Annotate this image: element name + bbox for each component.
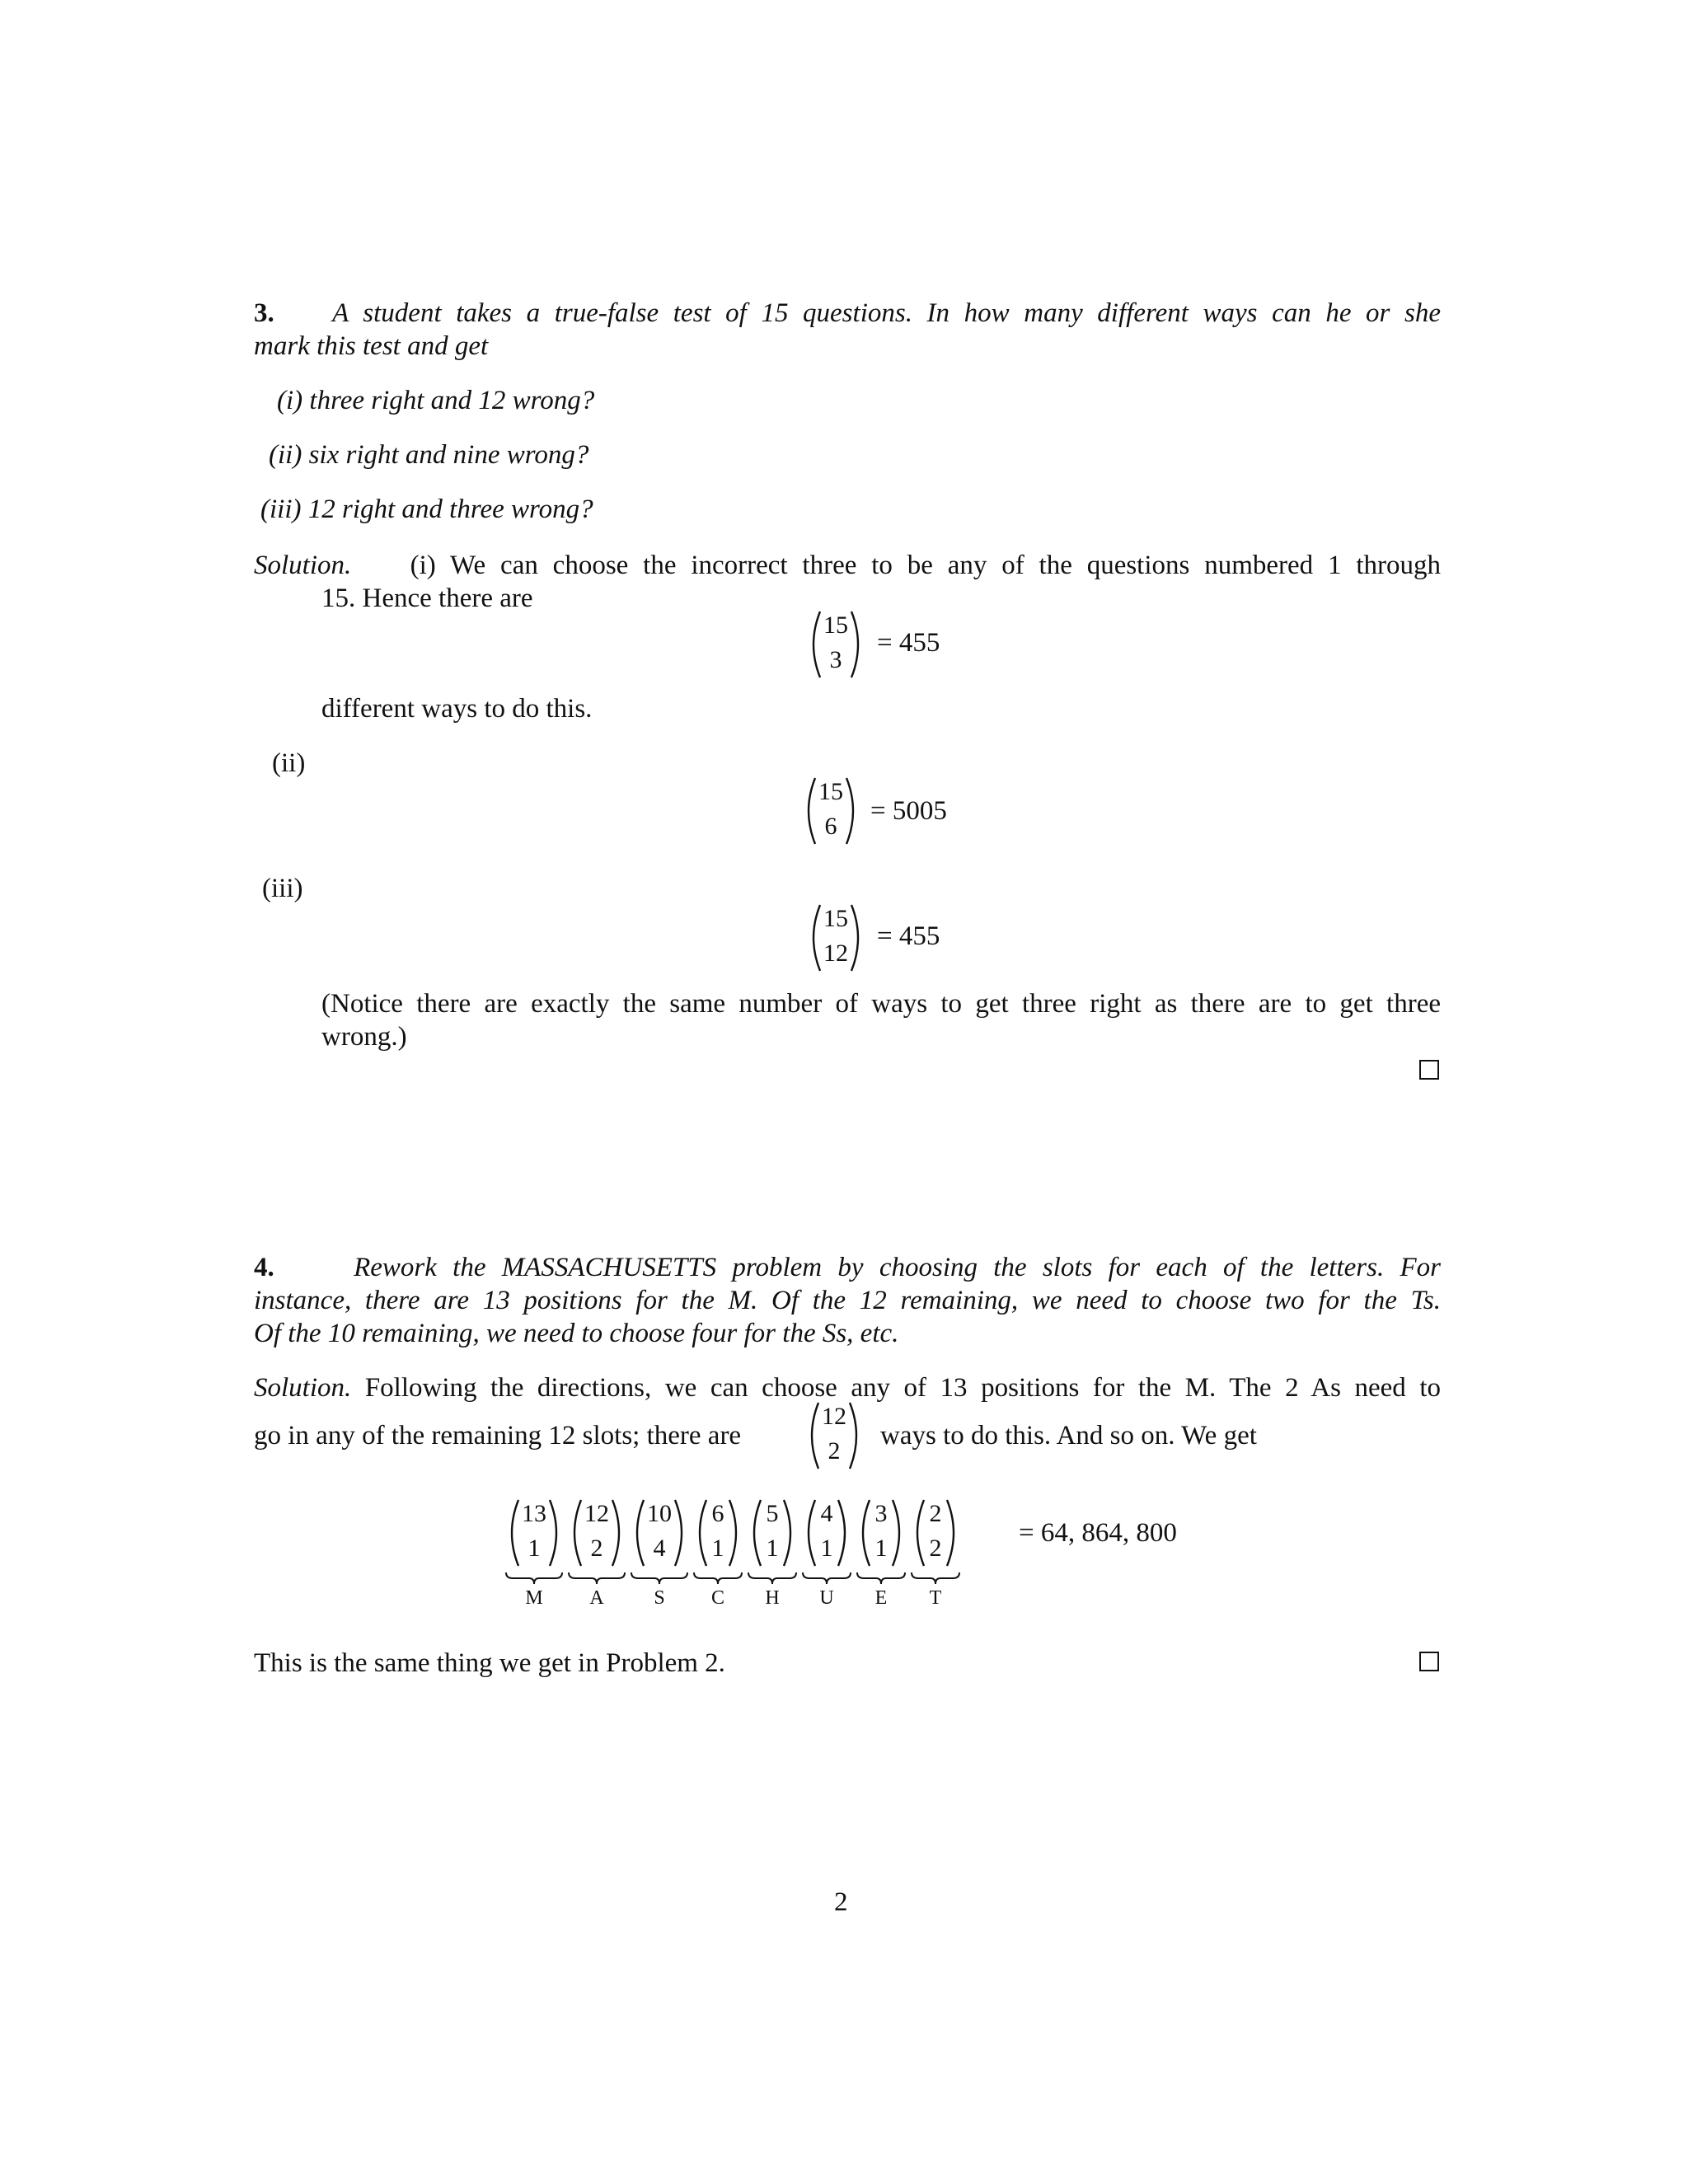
product-binom-1 <box>567 1498 626 1568</box>
letter-label: E <box>874 1587 888 1609</box>
right-paren <box>844 776 860 846</box>
binom-k: 1 <box>766 1535 779 1562</box>
right-paren <box>727 1498 743 1568</box>
qed-square <box>1419 1652 1439 1671</box>
binom-n: 3 <box>874 1500 888 1527</box>
right-paren <box>781 1498 798 1568</box>
binom-n: 15 <box>823 905 848 932</box>
underbrace <box>801 1571 852 1586</box>
binom-k: 2 <box>590 1535 603 1562</box>
problem4-statement-text: Rework the MASSACHUSETTS problem by choosing the slots for each of the letters. For <box>354 1253 1441 1282</box>
product-binom-3 <box>692 1498 743 1568</box>
binom-k: 1 <box>528 1535 541 1562</box>
problem3-sol-i-after: different ways to do this. <box>321 694 593 724</box>
problem3-notice-line1: (Notice there are exactly the same number of ways to get three right as there are to get three <box>321 989 1441 1019</box>
part-text: three right and 12 wrong? <box>309 386 595 415</box>
underbrace <box>856 1571 907 1586</box>
problem3-statement-line1 <box>254 298 1441 329</box>
problem3-part-ii <box>269 440 588 471</box>
right-paren <box>890 1498 907 1568</box>
binom2-result: = 5005 <box>870 796 947 826</box>
problem4-statement-line2: instance, there are 13 positions for the M. Of the 12 remaining, we need to choose two for the Ts. <box>254 1286 1441 1315</box>
underbrace <box>692 1571 743 1586</box>
binom-k: 4 <box>653 1535 666 1562</box>
right-paren <box>945 1498 961 1568</box>
part-text: six right and nine wrong? <box>308 440 589 470</box>
underbrace <box>630 1571 689 1586</box>
binom-n: 15 <box>818 778 843 805</box>
right-paren <box>673 1498 689 1568</box>
binom-n: 4 <box>820 1500 833 1527</box>
letter-label: H <box>765 1587 780 1609</box>
problem4-statement-line3: Of the 10 remaining, we need to choose four for the Ss, etc. <box>254 1319 899 1348</box>
product-binom-6 <box>856 1498 907 1568</box>
product-binom-4 <box>747 1498 798 1568</box>
binom-n: 6 <box>711 1500 724 1527</box>
underbrace <box>910 1571 961 1586</box>
binom-k: 3 <box>829 646 842 673</box>
sol-iii-label: (iii) <box>262 874 303 903</box>
part-label: (ii) <box>269 440 302 470</box>
binomial-15-6 <box>801 776 860 846</box>
letter-label: T <box>929 1587 942 1609</box>
problem3-part-iii <box>260 494 593 525</box>
problem3-solution-line2: 15. Hence there are <box>321 583 533 613</box>
right-paren <box>849 903 865 972</box>
letter-label: C <box>710 1587 724 1609</box>
product-binom-2 <box>630 1498 689 1568</box>
problem3-number: 3. <box>254 298 274 328</box>
problem4-solution-line2-post: ways to do this. And so on. We get <box>880 1421 1257 1451</box>
right-paren <box>547 1498 564 1568</box>
right-paren <box>836 1498 852 1568</box>
solution-label: Solution. <box>254 1373 352 1403</box>
binomial-12-2-inline <box>804 1401 864 1470</box>
binom-n: 15 <box>823 612 848 639</box>
problem4-statement-line1 <box>254 1253 1441 1283</box>
letter-label: M <box>525 1587 543 1609</box>
product-binom-5 <box>801 1498 852 1568</box>
part-label: (i) <box>277 386 303 415</box>
problem4-number: 4. <box>254 1253 274 1282</box>
binom-k: 12 <box>823 940 848 967</box>
binom-n: 12 <box>584 1500 609 1527</box>
solution-text: Following the directions, we can choose any of 13 positions for the M. The 2 As need to <box>364 1373 1442 1403</box>
binom-n: 5 <box>766 1500 779 1527</box>
letter-label: S <box>654 1587 665 1609</box>
page-number: 2 <box>834 1887 848 1917</box>
right-paren <box>849 610 865 679</box>
letter-label: A <box>589 1587 604 1609</box>
binom-k: 2 <box>929 1535 942 1562</box>
binomial-15-3 <box>806 610 865 679</box>
binom1-result: = 455 <box>877 628 940 658</box>
sol-ii-label: (ii) <box>272 748 306 778</box>
problem4-conclusion: This is the same thing we get in Problem 2. <box>254 1648 725 1678</box>
binom-k: 6 <box>824 813 837 840</box>
right-paren <box>610 1498 626 1568</box>
solution-label: Solution. <box>254 551 352 580</box>
problem3-statement-line2: mark this test and get <box>254 331 489 361</box>
qed-square <box>1419 1060 1439 1080</box>
letter-label: U <box>819 1587 834 1609</box>
problem4-solution-line1 <box>254 1373 1441 1404</box>
binom-n: 13 <box>522 1500 546 1527</box>
problem4-solution-line2-pre: go in any of the remaining 12 slots; there are <box>254 1421 742 1451</box>
binom-k: 1 <box>820 1535 833 1562</box>
sol-i-label: (i) <box>410 551 436 580</box>
problem3-solution-line1 <box>254 551 1441 581</box>
product-binom-0 <box>504 1498 564 1568</box>
problem3-part-i <box>277 386 594 416</box>
underbrace <box>504 1571 564 1586</box>
binom-k: 2 <box>828 1437 841 1465</box>
binom-n: 10 <box>647 1500 672 1527</box>
problem3-notice-line2: wrong.) <box>321 1022 407 1052</box>
binom-n: 2 <box>929 1500 942 1527</box>
right-paren <box>847 1401 864 1470</box>
underbrace <box>567 1571 626 1586</box>
part-text: 12 right and three wrong? <box>307 494 593 524</box>
binomial-15-12 <box>806 903 865 972</box>
binom-n: 12 <box>822 1403 846 1430</box>
part-label: (iii) <box>260 494 302 524</box>
problem3-statement-text: A student takes a true-false test of 15 questions. In how many different ways can he or she <box>332 298 1441 328</box>
product-result: = 64, 864, 800 <box>1019 1518 1177 1548</box>
sol-i-text: We can choose the incorrect three to be any of the questions numbered 1 through <box>450 551 1441 580</box>
underbrace <box>747 1571 798 1586</box>
binom-k: 1 <box>874 1535 888 1562</box>
binom3-result: = 455 <box>877 921 940 951</box>
product-binom-7 <box>910 1498 961 1568</box>
binom-k: 1 <box>711 1535 724 1562</box>
